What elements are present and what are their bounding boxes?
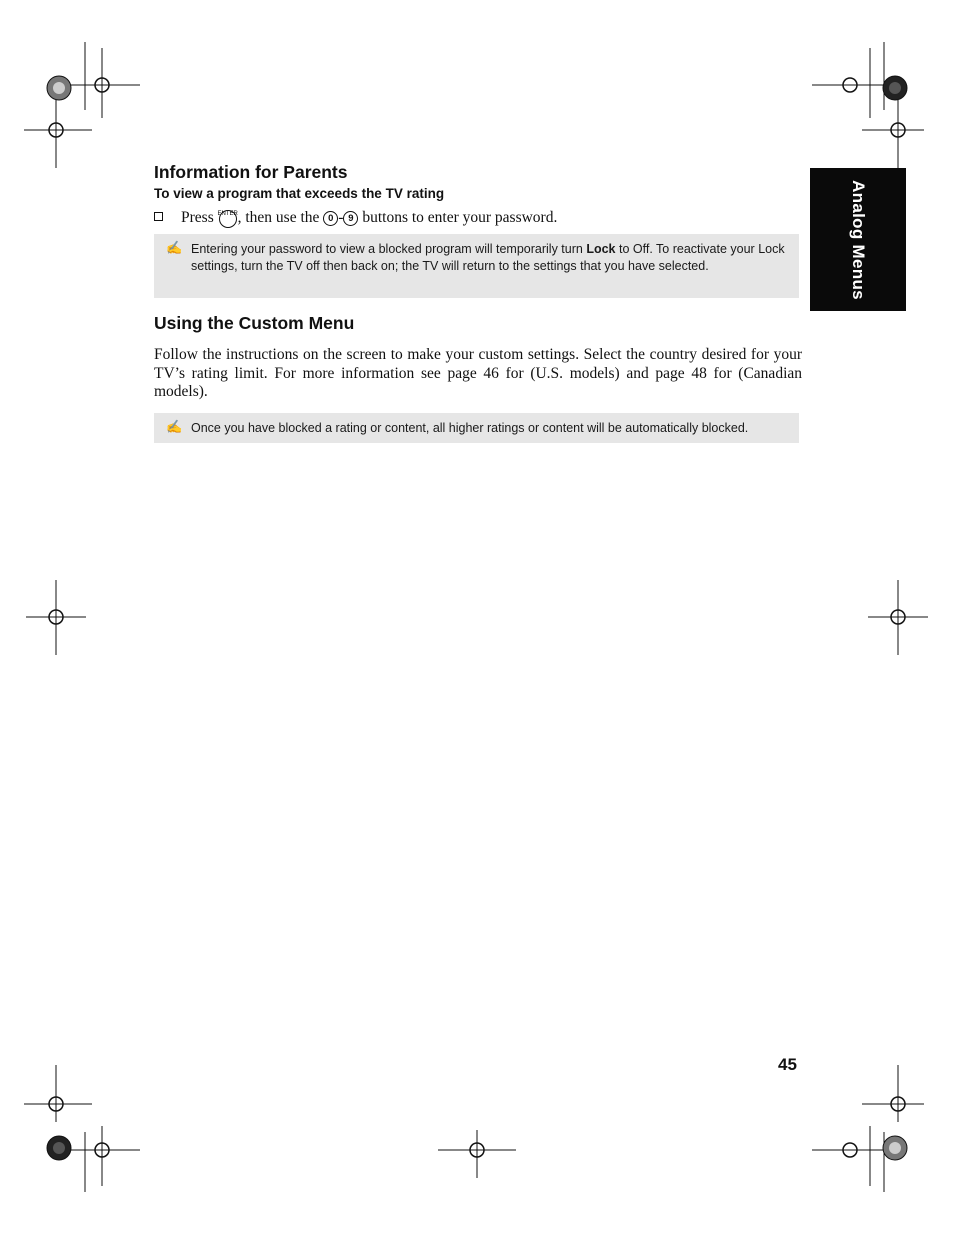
crop-mark-bottom-left: [0, 1060, 160, 1235]
checkbox-bullet-icon: [154, 212, 163, 221]
enter-button-icon: [219, 210, 237, 228]
note-text-blocked: Once you have blocked a rating or content, all higher ratings or content will be automatically blocked.: [191, 421, 749, 435]
custom-menu-paragraph: Follow the instructions on the screen to make your custom settings. Select the country desired for your TV’s rating limit. For more information see page 46 for (U.S. models) and page 48 for (Canadian models).: [154, 346, 802, 400]
section-heading-custom-menu: Using the Custom Menu: [154, 313, 355, 333]
subheading-view-program: To view a program that exceeds the TV rating: [154, 186, 445, 201]
step-enter-password: [154, 206, 804, 230]
enter-button-caption: ENTER: [217, 211, 238, 217]
note-pencil-icon: ✍: [166, 419, 183, 434]
step-text-middle: , then use the: [237, 209, 320, 226]
note-box-password: [154, 234, 799, 298]
note-text-part-1: Entering your password to view a blocked program will temporarily turn: [191, 242, 583, 256]
note-text-part-2: to Off. To reactivate your Lock settings, turn the TV off then back on; the TV will return to the settings that you have selected.: [191, 242, 785, 273]
page-number: 45: [778, 1055, 797, 1074]
note-bold-lock: Lock: [586, 242, 616, 256]
side-tab: [810, 168, 906, 311]
digit-0-icon: 0: [323, 211, 338, 226]
crop-mark-mid-right: [854, 575, 954, 660]
crop-mark-mid-left: [0, 575, 100, 660]
crop-mark-bottom-center: [430, 1120, 525, 1185]
step-text-before: Press: [181, 209, 214, 226]
digit-9-icon: 9: [343, 211, 358, 226]
digit-dash: -: [338, 209, 344, 226]
crop-mark-bottom-right: [800, 1060, 954, 1235]
section-heading-parents: Information for Parents: [154, 162, 348, 182]
note-pencil-icon: ✍: [166, 240, 183, 255]
note-text-password: [191, 241, 793, 275]
note-box-blocked: [154, 413, 799, 443]
side-tab-label: Analog Menus: [849, 180, 868, 300]
crop-mark-top-left: [0, 0, 160, 200]
step-text-after: buttons to enter your password.: [362, 209, 558, 226]
